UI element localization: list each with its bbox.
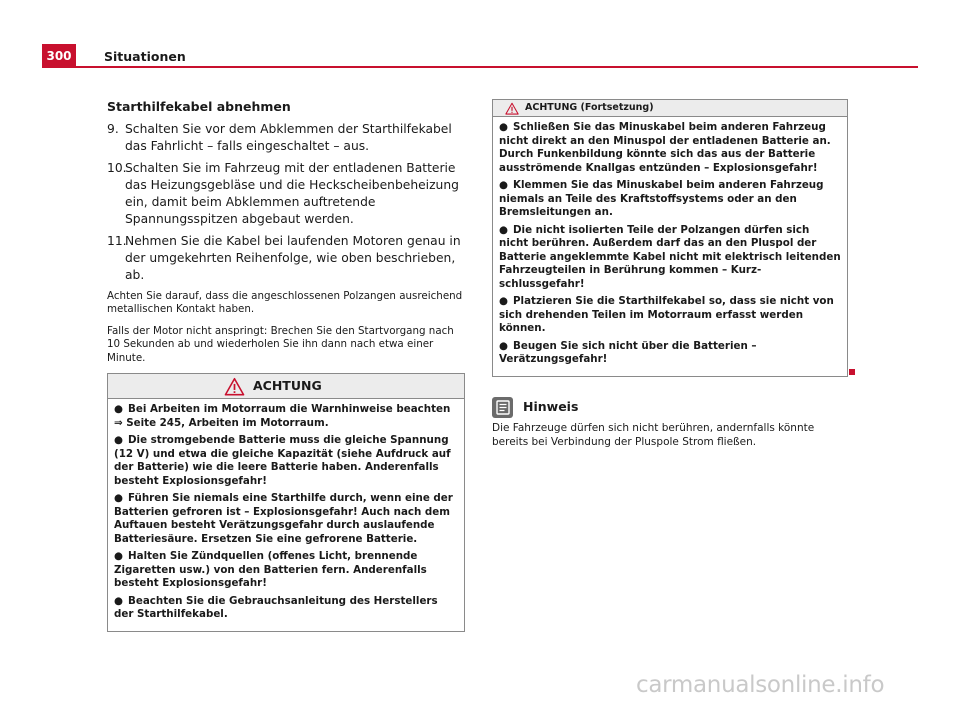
step-item xyxy=(107,233,465,284)
warning-item-text: Klemmen Sie das Minuskabel beim anderen Fahrzeug niemals an Teile des Kraftstoffsystems oder an den Bremsleitungen an. xyxy=(499,179,824,218)
warning-title: ACHTUNG xyxy=(253,377,322,393)
warning-item xyxy=(114,595,458,622)
warning-title: ACHTUNG (Fortsetzung) xyxy=(525,101,654,113)
right-column xyxy=(492,99,848,449)
note-glyph-icon xyxy=(496,400,510,415)
step-item xyxy=(107,160,465,228)
section-title: Situationen xyxy=(104,49,186,64)
bullet: ● xyxy=(114,550,123,562)
bullet: ● xyxy=(114,594,123,607)
warning-list xyxy=(108,399,464,631)
step-text: Schalten Sie im Fahrzeug mit der entladenen Batterie das Heizungsgebläse und die Heckscheibenbeheizung ein, damit beim Abklemmen auftretende Spannungsspitzen abgebaut werden. xyxy=(125,160,459,226)
bullet: ● xyxy=(499,295,508,307)
paragraph-contact: Achten Sie darauf, dass die angeschlossenen Polzangen ausreichend metallischen Kontakt haben. xyxy=(107,289,463,315)
left-column xyxy=(107,99,465,632)
section-end-marker xyxy=(849,369,855,375)
warning-item xyxy=(499,340,841,367)
note-header xyxy=(492,397,848,418)
warning-item xyxy=(114,403,458,430)
bullet: ● xyxy=(114,403,123,415)
step-list xyxy=(107,121,465,284)
bullet: ● xyxy=(499,339,508,352)
warning-item-text: Die stromgebende Batterie muss die gleiche Spannung (12 V) und etwa die gleiche Kapazität (siehe Aufdruck auf der Batterie) wie die leere Batterie haben. Anderenfalls besteht Explosionsgefahr! xyxy=(114,434,451,487)
page-number: 300 xyxy=(42,44,76,66)
warning-item-text: Die nicht isolierten Teile der Polzangen dürfen sich nicht berühren. Außerdem darf das an den Pluspol der Batterie angeklemmte Kabel nicht mit elektrisch leitenden Fahrzeugteilen in Berührung kommen – Kurzschlussgefahr! xyxy=(499,223,841,290)
warning-item-text: Beachten Sie die Gebrauchsanleitung des Herstellers der Starthilfekabel. xyxy=(114,594,438,620)
warning-triangle-icon xyxy=(224,377,245,396)
warning-item-text: Bei Arbeiten im Motorraum die Warnhinweise beachten ⇒ Seite 245, Arbeiten im Motorraum. xyxy=(114,403,451,429)
warning-item xyxy=(499,295,841,336)
warning-item xyxy=(114,492,458,546)
bullet: ● xyxy=(114,434,123,446)
step-number: 10. xyxy=(107,160,127,175)
bullet: ● xyxy=(499,121,508,133)
note-icon xyxy=(492,397,513,418)
watermark: carmanualsonline.info xyxy=(636,672,885,698)
warning-item-text: Halten Sie Zündquellen (offenes Licht, brennende Zigaretten usw.) von den Batterien fern. Anderenfalls besteht Explosionsgefahr! xyxy=(114,550,427,589)
step-text: Schalten Sie vor dem Abklemmen der Starthilfekabel das Fahrlicht – falls eingeschaltet – aus. xyxy=(125,121,452,153)
note-section xyxy=(492,397,848,449)
warning-item xyxy=(499,121,841,175)
warning-item xyxy=(114,434,458,488)
bullet: ● xyxy=(114,492,123,504)
page-header xyxy=(42,44,918,68)
step-number: 9. xyxy=(107,121,119,136)
warning-item xyxy=(114,550,458,591)
step-number: 11. xyxy=(107,233,127,248)
step-text: Nehmen Sie die Kabel bei laufenden Motoren genau in der umgekehrten Reihenfolge, wie oben beschrieben, ab. xyxy=(125,233,461,282)
warning-box xyxy=(107,373,465,632)
warning-header xyxy=(108,374,464,399)
warning-list xyxy=(493,117,847,376)
note-title: Hinweis xyxy=(523,398,579,414)
bullet: ● xyxy=(499,223,508,236)
warning-item-text: Führen Sie niemals eine Starthilfe durch, wenn eine der Batterien gefroren ist – Explosionsgefahr! Auch nach dem Auftauen besteht Verätzungsgefahr durch auslaufende Batteriesäure. Ersetzen Sie eine gefrorene Batterie. xyxy=(114,492,453,545)
warning-item xyxy=(499,179,841,220)
note-text: Die Fahrzeuge dürfen sich nicht berühren, andernfalls könnte bereits bei Verbindung der Pluspole Strom fließen. xyxy=(492,421,815,448)
warning-item-text: Schließen Sie das Minuskabel beim anderen Fahrzeug nicht direkt an den Minuspol der entladenen Batterie an. Durch Funkenbildung könnte sich das aus der Batterie ausströmende Knallgas entzünden – Explosionsgefahr! xyxy=(499,121,831,174)
warning-triangle-icon xyxy=(505,102,519,115)
warning-item-text: Platzieren Sie die Starthilfekabel so, dass sie nicht von sich drehenden Teilen im Motorraum erfasst werden können. xyxy=(499,295,834,334)
bullet: ● xyxy=(499,179,508,191)
paragraph-retry: Falls der Motor nicht anspringt: Brechen Sie den Startvorgang nach 10 Sekunden ab und wiederholen Sie ihn dann nach etwa einer Minute. xyxy=(107,324,454,364)
step-item xyxy=(107,121,465,155)
warning-item xyxy=(499,224,841,292)
procedure-heading: Starthilfekabel abnehmen xyxy=(107,99,291,114)
warning-header xyxy=(493,100,847,117)
warning-item-text: Beugen Sie sich nicht über die Batterien – Verätzungsgefahr! xyxy=(499,339,757,365)
warning-box-continued xyxy=(492,99,848,377)
